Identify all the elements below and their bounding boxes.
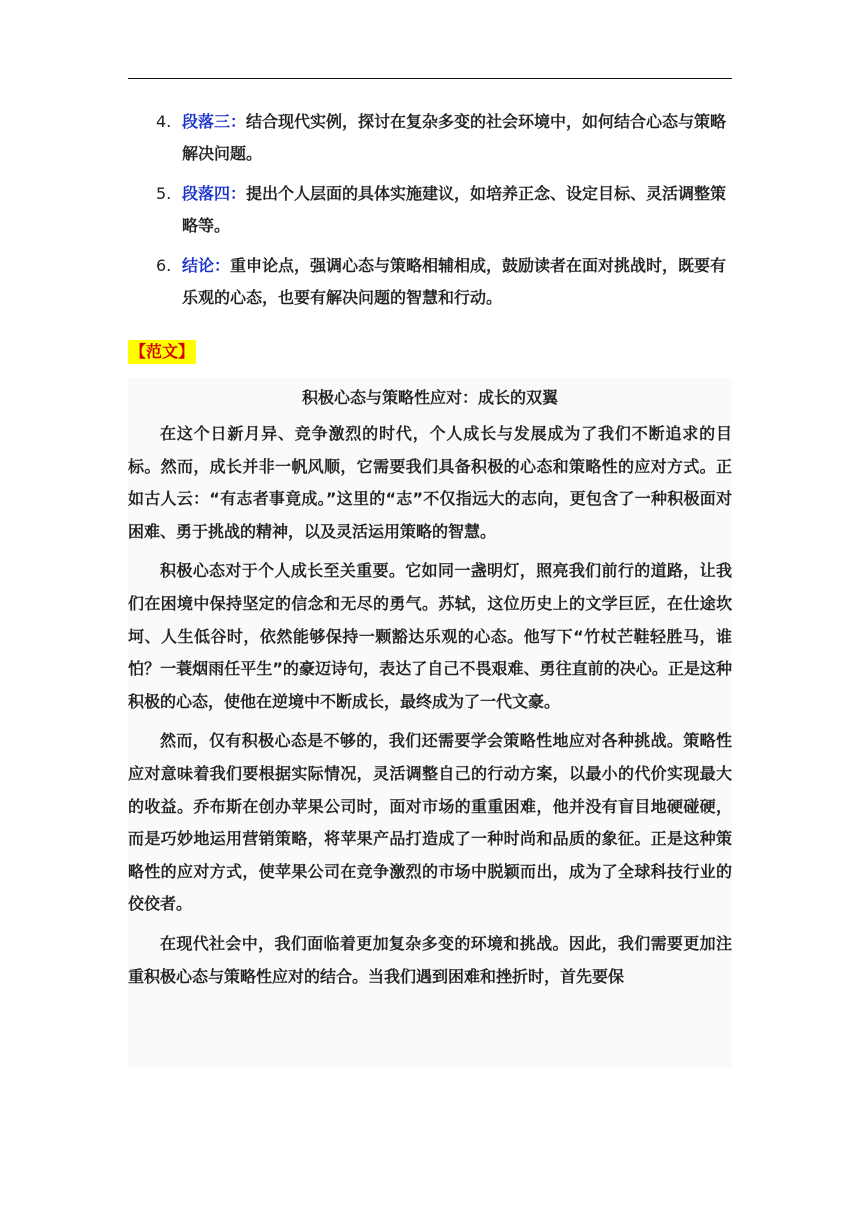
outline-item-4 (150, 106, 735, 170)
outline-item-6 (150, 250, 735, 314)
header-rule (128, 78, 732, 79)
essay-title: 积极心态与策略性应对：成长的双翼 (301, 388, 558, 407)
outline-text: 提出个人层面的具体实施建议，如培养正念、设定目标、灵活调整策略等。 (182, 184, 727, 235)
outline-label: 段落四： (182, 184, 247, 203)
sample-essay-tag: 【范文】 (128, 340, 196, 364)
outline-number: 4. (156, 112, 172, 131)
essay-paragraph-2: 积极心态对于个人成长至关重要。它如同一盏明灯，照亮我们前行的道路，让我们在困境中保持坚定的信念和无尽的勇气。苏轼，这位历史上的文学巨匠，在仕途坎坷、人生低谷时，依然能够保持一颗豁达乐观的心态。他写下“竹杖芒鞋轻胜马，谁怕？一蓑烟雨任平生”的豪迈诗句，表达了自己不畏艰难、勇往直前的决心。正是这种积极的心态，使他在逆境中不断成长，最终成为了一代文豪。 (128, 561, 732, 711)
outline-label: 段落三： (182, 112, 247, 131)
outline-label: 结论： (182, 256, 231, 275)
essay-paragraph-3: 然而，仅有积极心态是不够的，我们还需要学会策略性地应对各种挑战。策略性应对意味着我们要根据实际情况，灵活调整自己的行动方案，以最小的代价实现最大的收益。乔布斯在创办苹果公司时，面对市场的重重困难，他并没有盲目地硬碰硬，而是巧妙地运用营销策略，将苹果产品打造成了一种时尚和品质的象征。正是这种策略性的应对方式，使苹果公司在竞争激烈的市场中脱颖而出，成为了全球科技行业的佼佼者。 (128, 731, 732, 914)
outline-item-5 (150, 178, 735, 242)
essay-paragraph-1: 在这个日新月异、竞争激烈的时代，个人成长与发展成为了我们不断追求的目标。然而，成长并非一帆风顺，它需要我们具备积极的心态和策略性的应对方式。正如古人云：“有志者事竟成。”这里的“志”不仅指远大的志向，更包含了一种积极面对困难、勇于挑战的精神，以及灵活运用策略的智慧。 (128, 424, 732, 541)
outline-text: 重申论点，强调心态与策略相辅相成，鼓励读者在面对挑战时，既要有乐观的心态，也要有解决问题的智慧和行动。 (182, 256, 727, 307)
sample-essay (128, 378, 732, 1068)
essay-paragraph-4: 在现代社会中，我们面临着更加复杂多变的环境和挑战。因此，我们需要更加注重积极心态与策略性应对的结合。当我们遇到困难和挫折时，首先要保 (128, 933, 732, 986)
outline-list (150, 106, 735, 322)
outline-number: 5. (156, 184, 172, 203)
outline-text: 结合现代实例，探讨在复杂多变的社会环境中，如何结合心态与策略解决问题。 (182, 112, 727, 163)
outline-number: 6. (156, 256, 172, 275)
